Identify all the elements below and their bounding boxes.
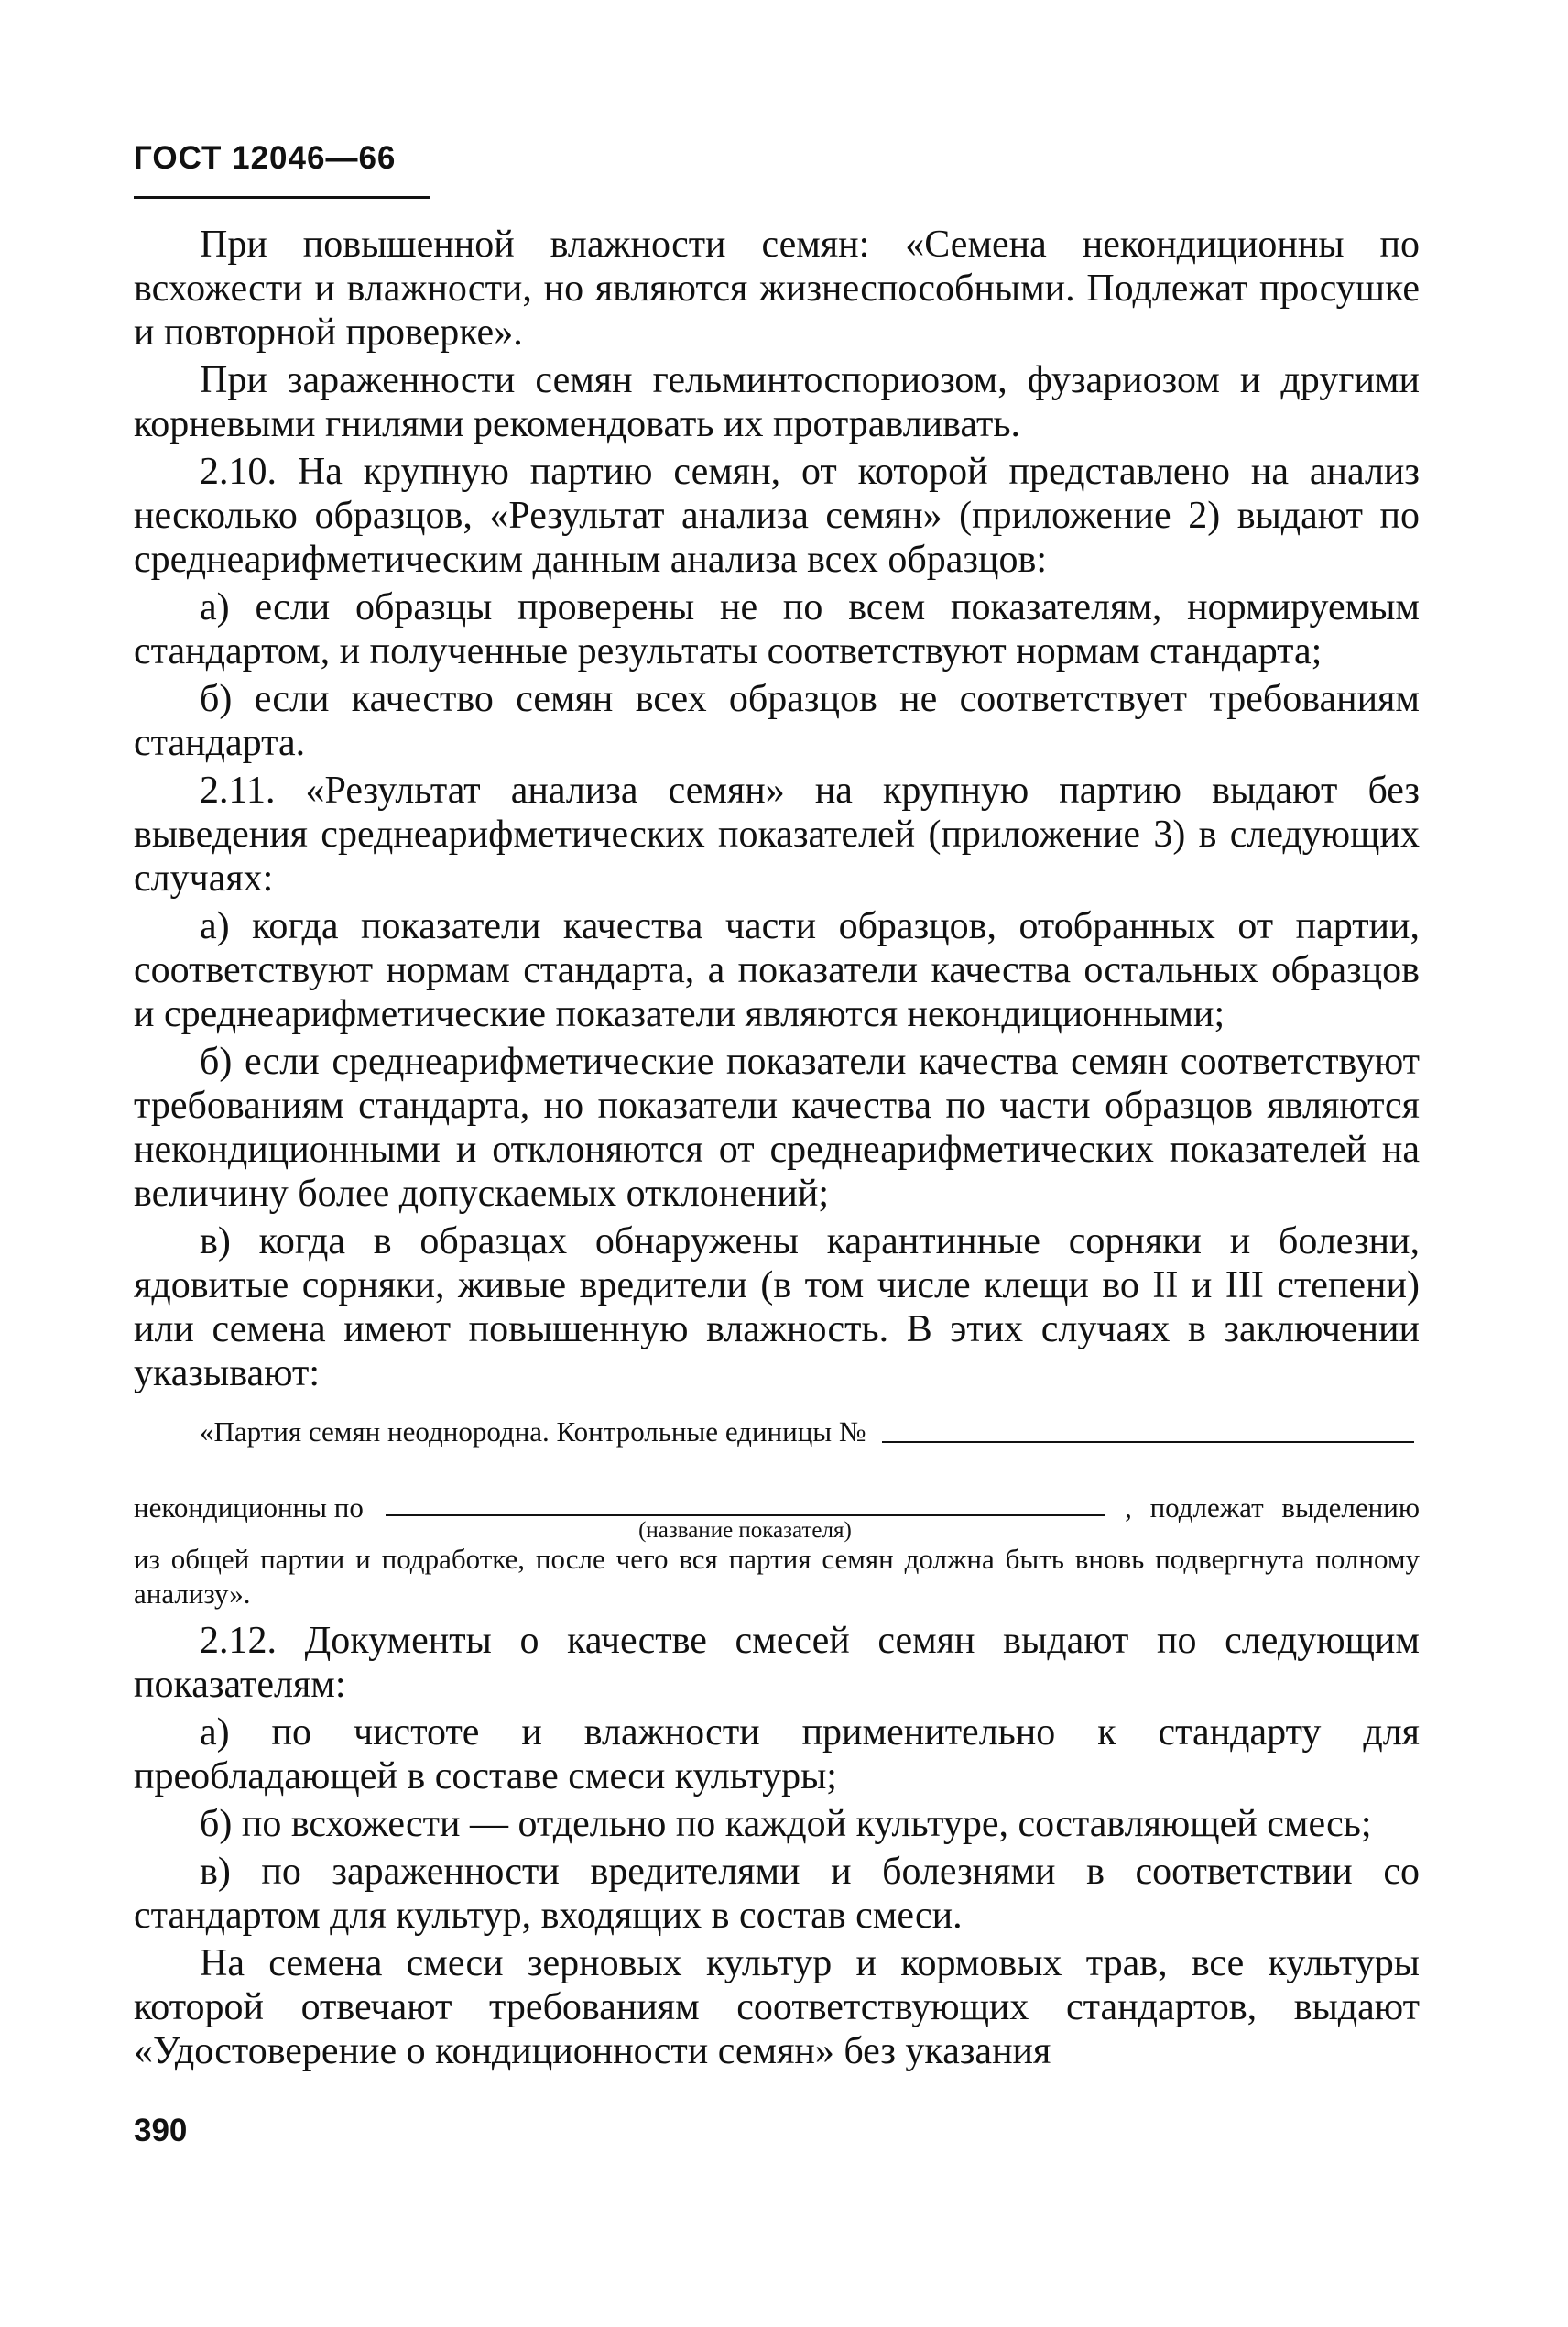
- quote-tail: , подлежат выделению: [1125, 1491, 1420, 1524]
- blank-caption: (название показателя): [638, 1518, 852, 1543]
- quote-continuation: из общей партии и подработке, после чего вся партия семян должна быть вновь подвергнута полному анализу».: [134, 1543, 1420, 1610]
- document-page: [134, 137, 1420, 2077]
- paragraph: а) если образцы проверены не по всем показателям, нормируемым стандартом, и полученные результаты соответствуют нормам стандарта;: [134, 586, 1420, 672]
- fill-in-blank: [386, 1513, 1105, 1543]
- paragraph: При повышенной влажности семян: «Семена некондиционны по всхожести и влажности, но являются жизнеспособными. Подлежат просушке и повторной проверке».: [134, 224, 1420, 354]
- quote-text: «Партия семян неоднородна. Контрольные единицы №: [200, 1415, 866, 1448]
- paragraph: б) если среднеарифметические показатели качества семян соответствуют требованиям стандарта, но показатели качества по части образцов являются некондиционными и отклоняются от среднеарифметических показателей на величину более допускаемых отклонений;: [134, 1041, 1420, 1215]
- paragraph: в) когда в образцах обнаружены карантинные сорняки и болезни, ядовитые сорняки, живые вредители (в том числе клещи во II и III степени) или семена имеют повышенную влажность. В этих случаях в заключении указывают:: [134, 1220, 1420, 1394]
- header-rule: [134, 196, 430, 199]
- paragraph: б) если качество семян всех образцов не соответствует требованиям стандарта.: [134, 678, 1420, 764]
- quote-label: некондиционны по: [134, 1491, 364, 1524]
- paragraph: 2.10. На крупную партию семян, от которой представлено на анализ несколько образцов, «Результат анализа семян» (приложение 2) выдают по среднеарифметическим данным анализа всех образцов:: [134, 451, 1420, 581]
- quote-second-line: [134, 1491, 1420, 1543]
- paragraph: в) по зараженности вредителями и болезнями в соответствии со стандартом для культур, входящих в состав смеси.: [134, 1851, 1420, 1937]
- quote-first-line: [134, 1414, 1420, 1450]
- paragraph: а) когда показатели качества части образцов, отобранных от партии, соответствуют нормам стандарта, а показатели качества остальных образцов и среднеарифметические показатели являются некондиционными;: [134, 905, 1420, 1035]
- paragraph: На семена смеси зерновых культур и кормовых трав, все культуры которой отвечают требованиям соответствующих стандартов, выдают «Удостоверение о кондиционности семян» без указания: [134, 1942, 1420, 2072]
- paragraph: При зараженности семян гельминтоспориозом, фузариозом и другими корневыми гнилями рекомендовать их протравливать.: [134, 359, 1420, 445]
- paragraph: 2.11. «Результат анализа семян» на крупную партию выдают без выведения среднеарифметических показателей (приложение 3) в следующих случаях:: [134, 770, 1420, 900]
- page-number: 390: [134, 2113, 188, 2148]
- paragraph: б) по всхожести — отдельно по каждой культуре, составляющей смесь;: [200, 1803, 1372, 1845]
- paragraph: 2.12. Документы о качестве смесей семян выдают по следующим показателям:: [134, 1620, 1420, 1706]
- fill-in-blank: [882, 1441, 1414, 1443]
- document-header: ГОСТ 12046—66: [134, 140, 397, 176]
- paragraph: а) по чистоте и влажности применительно к стандарту для преобладающей в составе смеси культуры;: [134, 1711, 1420, 1797]
